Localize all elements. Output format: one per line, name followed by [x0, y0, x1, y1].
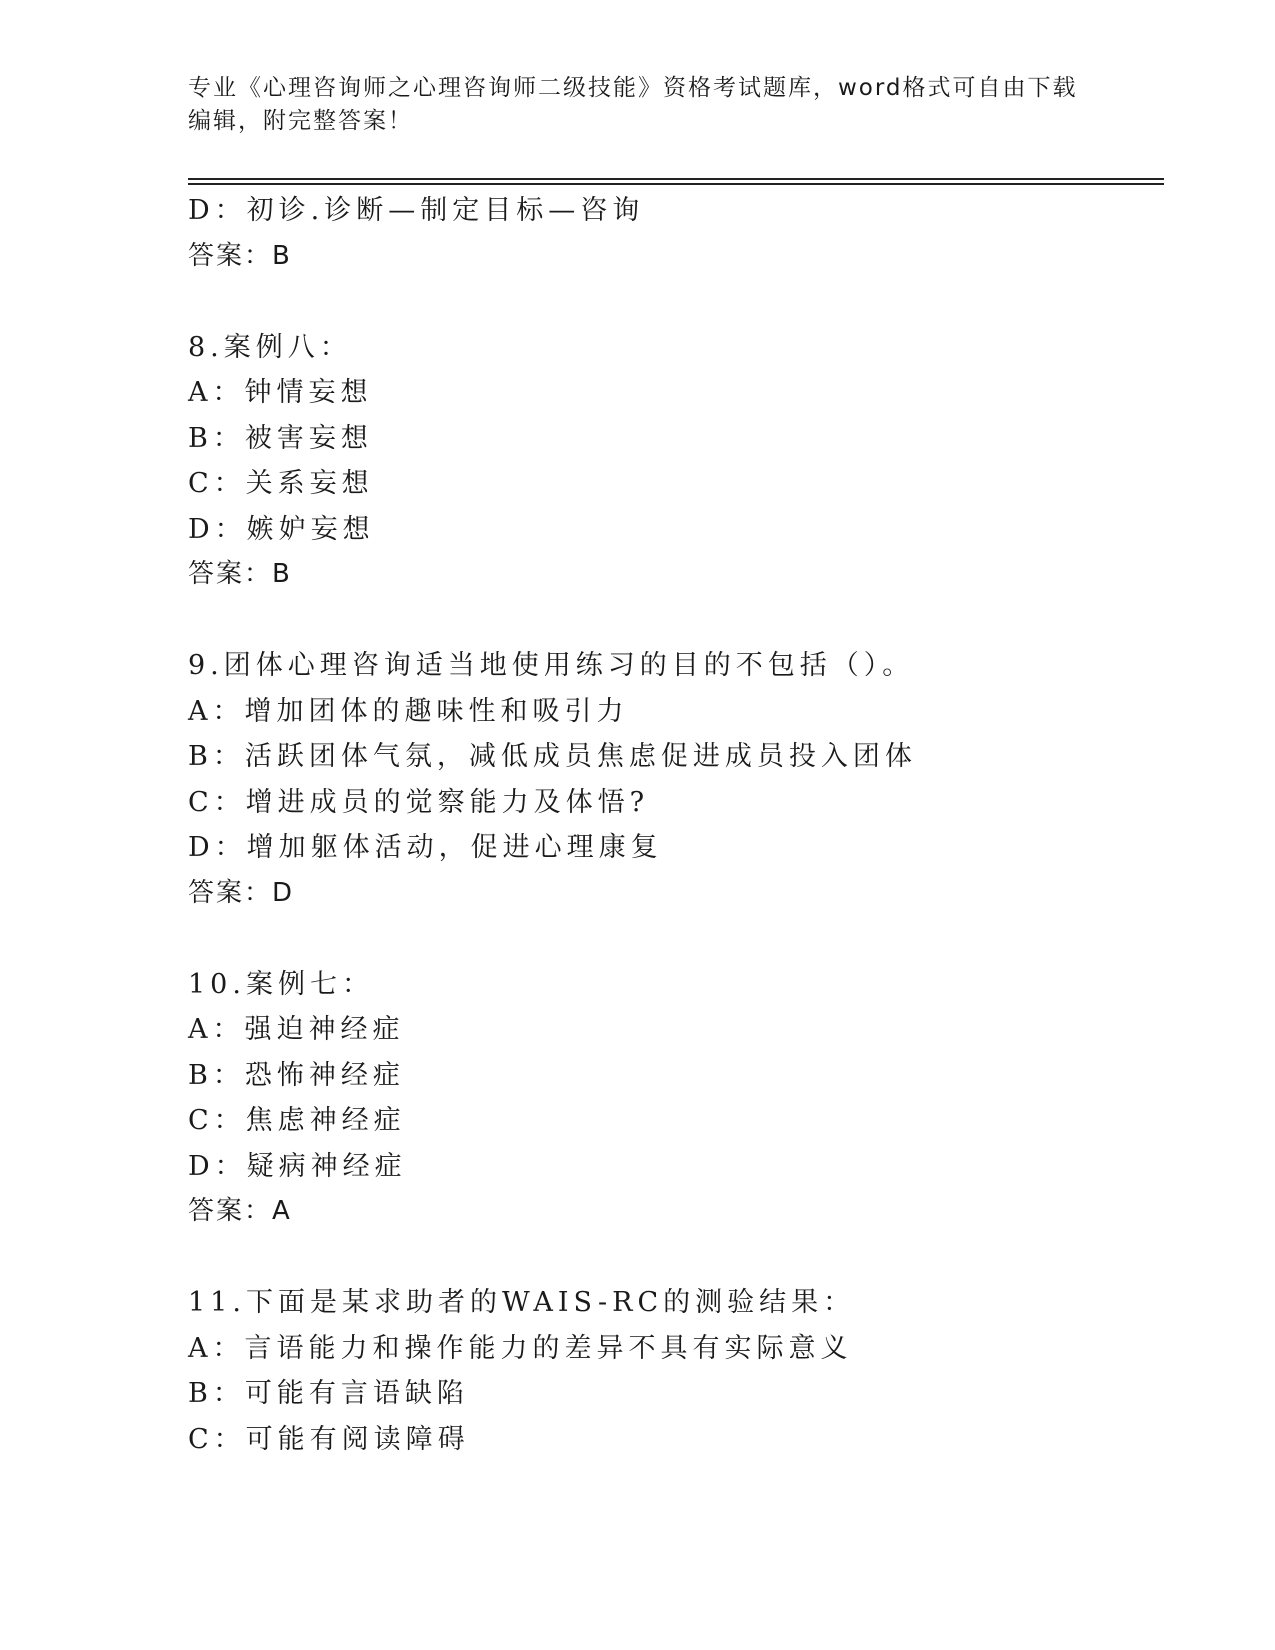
question-stem: 9.团体心理咨询适当地使用练习的目的不包括（）。: [188, 650, 915, 681]
option-a: A：增加团体的趣味性和吸引力: [188, 695, 629, 727]
answer-line: 答案：D: [188, 877, 295, 908]
option-d: D：嫉妒妄想: [188, 513, 375, 545]
question-stem: 11.下面是某求助者的WAIS-RC的测验结果：: [188, 1287, 856, 1318]
answer-line: 答案：A: [188, 1196, 292, 1226]
option-d: D：增加躯体活动，促进心理康复: [188, 832, 663, 863]
document-header: [188, 72, 1088, 138]
option-a: A：强迫神经症: [188, 1014, 405, 1045]
header-divider-top: [188, 178, 1164, 180]
option-a: A：钟情妄想: [188, 377, 373, 408]
option-d: D：初诊.诊断—制定目标—咨询: [188, 195, 645, 226]
header-divider-bottom: [188, 183, 1164, 185]
option-c: C：可能有阅读障碍: [188, 1423, 470, 1455]
question-stem: 8.案例八：: [188, 331, 352, 363]
option-b: B：可能有言语缺陷: [188, 1378, 469, 1409]
question-list: [188, 188, 1148, 1462]
answer-line: 答案：B: [188, 559, 292, 589]
option-c: C：增进成员的觉察能力及体悟?: [188, 786, 650, 818]
option-b: B：活跃团体气氛，减低成员焦虑促进成员投入团体: [188, 741, 917, 772]
answer-line: 答案：B: [188, 240, 292, 271]
option-c: C：关系妄想: [188, 468, 374, 499]
option-c: C：焦虑神经症: [188, 1105, 406, 1136]
option-a: A：言语能力和操作能力的差异不具有实际意义: [188, 1332, 853, 1364]
option-b: B：被害妄想: [188, 422, 373, 454]
header-line-2: 编辑，附完整答案！: [188, 108, 413, 134]
header-line-1: 专业《心理咨询师之心理咨询师二级技能》资格考试题库，word格式可自由下载: [188, 75, 1078, 101]
option-b: B：恐怖神经症: [188, 1059, 405, 1091]
question-stem: 10.案例七：: [188, 968, 374, 1000]
option-d: D：疑病神经症: [188, 1150, 407, 1182]
